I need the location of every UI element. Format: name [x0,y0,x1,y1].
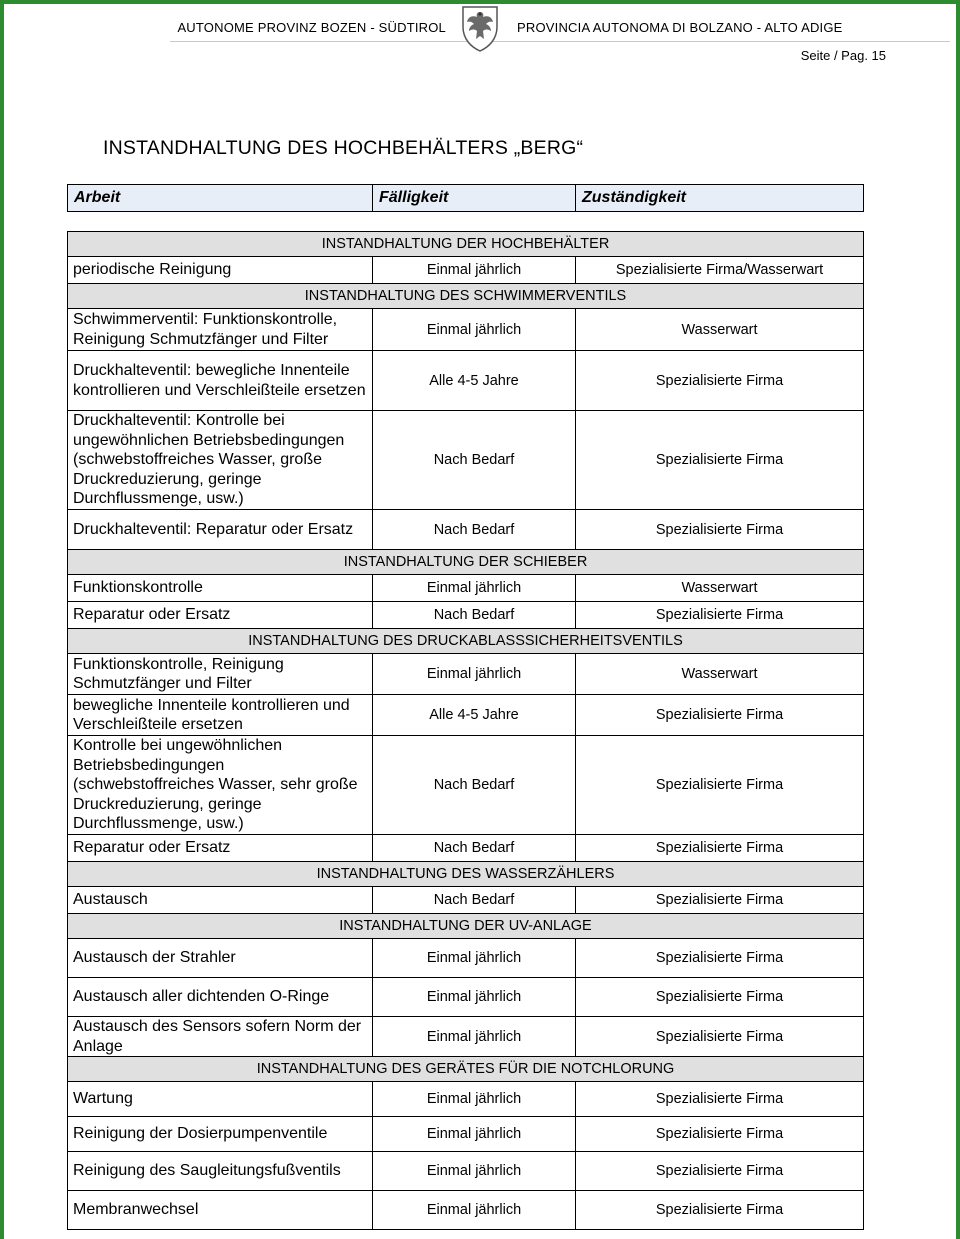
table-row [68,1117,864,1152]
responsibility-cell: Spezialisierte Firma [576,1082,864,1117]
document-title: INSTANDHALTUNG DES HOCHBEHÄLTERS „BERG“ [103,137,584,159]
task-cell: Druckhalteventil: Kontrolle bei ungewöhnlichen Betriebsbedingungen (schwebstoffreiches Wasser, große Druckreduzierung, geringe Durchflussmenge, usw.) [68,411,373,510]
section-header: INSTANDHALTUNG DER UV-ANLAGE [68,914,864,939]
responsibility-cell: Spezialisierte Firma [576,510,864,550]
due-cell: Nach Bedarf [373,736,576,835]
table-row [68,1017,864,1057]
column-header-zustaendigkeit: Zuständigkeit [576,185,864,212]
responsibility-cell: Spezialisierte Firma [576,835,864,862]
responsibility-cell: Wasserwart [576,309,864,351]
column-header-table [67,184,864,212]
section-header: INSTANDHALTUNG DES DRUCKABLASSSICHERHEITSVENTILS [68,629,864,654]
table-row [68,309,864,351]
due-cell: Einmal jährlich [373,1082,576,1117]
task-cell: Funktionskontrolle, Reinigung Schmutzfänger und Filter [68,654,373,695]
responsibility-cell: Spezialisierte Firma [576,1152,864,1191]
task-cell: Druckhalteventil: bewegliche Innenteile kontrollieren und Verschleißteile ersetzen [68,351,373,411]
responsibility-cell: Spezialisierte Firma [576,887,864,914]
responsibility-cell: Spezialisierte Firma [576,411,864,510]
task-cell: Reinigung der Dosierpumpenventile [68,1117,373,1152]
due-cell: Alle 4-5 Jahre [373,695,576,736]
table-row [68,695,864,736]
task-cell: Reparatur oder Ersatz [68,602,373,629]
page-number: Seite / Pag. 15 [800,48,886,63]
responsibility-cell: Spezialisierte Firma [576,1017,864,1057]
eagle-coat-of-arms-icon [460,3,500,53]
due-cell: Nach Bedarf [373,602,576,629]
header-right-text: PROVINCIA AUTONOMA DI BOLZANO - ALTO ADIGE [517,20,843,35]
task-cell: Kontrolle bei ungewöhnlichen Betriebsbedingungen (schwebstoffreiches Wasser, sehr große Druckreduzierung, geringe Durchflussmenge, usw.) [68,736,373,835]
table-row [68,939,864,978]
task-cell: Wartung [68,1082,373,1117]
task-cell: Austausch aller dichtenden O-Ringe [68,978,373,1017]
header-rule [170,41,950,42]
task-cell: Schwimmerventil: Funktionskontrolle, Reinigung Schmutzfänger und Filter [68,309,373,351]
responsibility-cell: Spezialisierte Firma [576,978,864,1017]
header-left-text: AUTONOME PROVINZ BOZEN - SÜDTIROL [177,20,446,35]
responsibility-cell: Spezialisierte Firma [576,351,864,411]
table-row [68,1152,864,1191]
due-cell: Einmal jährlich [373,575,576,602]
table-row [68,602,864,629]
table-row [68,411,864,510]
responsibility-cell: Spezialisierte Firma [576,695,864,736]
due-cell: Nach Bedarf [373,887,576,914]
due-cell: Nach Bedarf [373,411,576,510]
due-cell: Einmal jährlich [373,1017,576,1057]
table-row [68,575,864,602]
due-cell: Einmal jährlich [373,978,576,1017]
table-row [68,1191,864,1230]
section-header: INSTANDHALTUNG DER SCHIEBER [68,550,864,575]
task-cell: Austausch der Strahler [68,939,373,978]
table-row [68,510,864,550]
section-header: INSTANDHALTUNG DES WASSERZÄHLERS [68,862,864,887]
responsibility-cell: Spezialisierte Firma [576,602,864,629]
due-cell: Einmal jährlich [373,309,576,351]
due-cell: Einmal jährlich [373,1191,576,1230]
due-cell: Einmal jährlich [373,939,576,978]
due-cell: Einmal jährlich [373,257,576,284]
responsibility-cell: Wasserwart [576,654,864,695]
responsibility-cell: Spezialisierte Firma [576,1117,864,1152]
table-row [68,736,864,835]
responsibility-cell: Spezialisierte Firma/Wasserwart [576,257,864,284]
due-cell: Alle 4-5 Jahre [373,351,576,411]
responsibility-cell: Spezialisierte Firma [576,939,864,978]
due-cell: Einmal jährlich [373,1117,576,1152]
responsibility-cell: Wasserwart [576,575,864,602]
table-row [68,1082,864,1117]
table-row [68,887,864,914]
task-cell: bewegliche Innenteile kontrollieren und Verschleißteile ersetzen [68,695,373,736]
task-cell: Druckhalteventil: Reparatur oder Ersatz [68,510,373,550]
responsibility-cell: Spezialisierte Firma [576,1191,864,1230]
table-row [68,257,864,284]
table-row [68,835,864,862]
section-header: INSTANDHALTUNG DES SCHWIMMERVENTILS [68,284,864,309]
task-cell: Austausch des Sensors sofern Norm der Anlage [68,1017,373,1057]
table-row [68,978,864,1017]
task-cell: Reparatur oder Ersatz [68,835,373,862]
task-cell: Membranwechsel [68,1191,373,1230]
column-header-arbeit: Arbeit [68,185,373,212]
task-cell: Austausch [68,887,373,914]
table-row [68,654,864,695]
maintenance-table [67,231,864,1230]
due-cell: Nach Bedarf [373,835,576,862]
responsibility-cell: Spezialisierte Firma [576,736,864,835]
section-header: INSTANDHALTUNG DER HOCHBEHÄLTER [68,232,864,257]
task-cell: Reinigung des Saugleitungsfußventils [68,1152,373,1191]
section-header: INSTANDHALTUNG DES GERÄTES FÜR DIE NOTCHLORUNG [68,1057,864,1082]
column-header-faelligkeit: Fälligkeit [373,185,576,212]
task-cell: Funktionskontrolle [68,575,373,602]
due-cell: Nach Bedarf [373,510,576,550]
table-row [68,351,864,411]
due-cell: Einmal jährlich [373,654,576,695]
task-cell: periodische Reinigung [68,257,373,284]
due-cell: Einmal jährlich [373,1152,576,1191]
